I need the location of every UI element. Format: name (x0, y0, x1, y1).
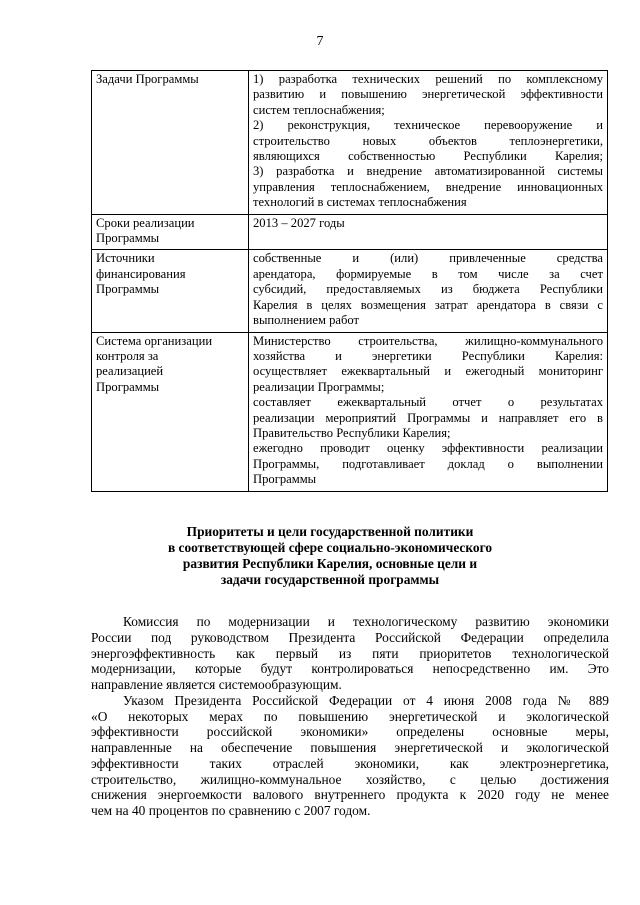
row-content-line: 2) реконструкция, техническое перевооружение и (253, 118, 603, 133)
row-label-line: Сроки реализации (96, 215, 195, 230)
row-label-line: Система организации (96, 333, 213, 348)
paragraph-line: снижения энергоемкости валового внутреннего продукта к 2020 году не менее (91, 787, 609, 803)
row-content-line: субсидий, предоставляемых из бюджета Республики (253, 282, 603, 297)
row-content-line: реализации мероприятий Программы и направляет его в (253, 410, 603, 425)
paragraph-line: «О некоторых мерах по повышению энергетической и экологической (91, 708, 609, 724)
row-content-line: Правительство Республики Карелия; (253, 425, 451, 440)
row-content-line: управления теплоснабжением, внедрение инновационных (253, 179, 603, 194)
row-content-line: осуществляет ежеквартальный и ежегодный мониторинг (253, 364, 603, 379)
body-text (91, 614, 609, 819)
row-label-line: контроля за (96, 348, 159, 363)
page-number: 7 (316, 34, 324, 49)
row-label-line: финансирования (96, 266, 186, 281)
row-label-line: Задачи Программы (96, 72, 199, 86)
paragraph-line: Указом Президента Российской Федерации от 4 июня 2008 года № 889 (123, 692, 609, 708)
paragraph-line: энергоэффективность как первый из пяти приоритетов технологической (91, 645, 609, 661)
section-heading (100, 524, 560, 588)
row-content-line: систем теплоснабжения; (253, 102, 385, 117)
row-content-line: являющихся собственностью Республики Карелия; (253, 149, 603, 164)
row-content-cell (249, 332, 608, 491)
row-content-line: Министерство строительства, жилищно-коммунального (253, 333, 603, 348)
row-label-line: Источники (96, 251, 155, 266)
row-content-line: Программы, подготавливает доклад о выполнении (253, 456, 603, 471)
row-label-cell (92, 71, 249, 215)
row-content-line: строительство новых объектов теплоэнергетики, (253, 133, 603, 148)
row-label-line: Программы (96, 379, 160, 394)
heading-line: развития Республики Карелия, основные цели и (182, 556, 478, 571)
paragraph-line: модернизации, которые будут контролироваться непосредственно им. Это (91, 661, 609, 677)
heading-line: задачи государственной программы (220, 572, 440, 587)
table-row (92, 332, 608, 491)
paragraph-line: Комиссия по модернизации и технологическому развитию экономики (123, 614, 609, 629)
paragraph-line: эффективности таких отраслей экономики, как электроэнергетика, (91, 755, 609, 771)
row-label-line: реализацией (96, 364, 164, 379)
paragraph-line: чем на 40 процентов по сравнению с 2007 годом. (91, 803, 371, 818)
row-content-cell (249, 250, 608, 332)
row-content-line: технологий в системах теплоснабжения (253, 195, 467, 210)
row-content-cell (249, 214, 608, 250)
row-label-cell (92, 250, 249, 332)
row-label-line: Программы (96, 282, 160, 297)
row-label-cell (92, 214, 249, 250)
program-passport-table (91, 70, 608, 492)
table-row (92, 214, 608, 250)
table-row (92, 250, 608, 332)
heading-line: Приоритеты и цели государственной политики (186, 524, 474, 539)
row-content-line: хозяйства и энергетики Республики Карелия: (253, 348, 603, 363)
row-content-line: выполнением работ (253, 313, 360, 328)
row-label-line: Программы (96, 231, 160, 246)
paragraph-line: России под руководством Президента Российской Федерации определила (91, 629, 609, 645)
paragraph-line: строительство, жилищно-коммунальное хозяйство, с целью достижения (91, 771, 609, 787)
program-table-body (92, 71, 608, 492)
row-content-line: 3) разработка и внедрение автоматизированной системы (253, 164, 603, 179)
row-content-line: составляет ежеквартальный отчет о результатах (253, 395, 603, 410)
row-content-line: реализации Программы; (253, 379, 385, 394)
row-content-line: Карелия в целях возмещения затрат арендатора в связи с (253, 297, 603, 312)
heading-line: в соответствующей сфере социально-экономического (167, 540, 493, 555)
paragraph-line: направление является системообразующим. (91, 677, 342, 692)
row-content-line: развитию и повышению энергетической эффективности (253, 87, 603, 102)
row-content-line: арендатора, формируемые в том числе за счет (253, 266, 603, 281)
row-content-line: ежегодно проводит оценку эффективности реализации (253, 441, 603, 456)
row-label-cell (92, 332, 249, 491)
row-content-line: 1) разработка технических решений по комплексному (253, 72, 603, 86)
paragraph-line: направленные на обеспечение повышения энергетической и экологической (91, 740, 609, 755)
table-row (92, 71, 608, 215)
row-content-cell (249, 71, 608, 215)
row-content-line: Программы (253, 472, 317, 487)
paragraph-line: эффективности российской экономики» определены основные меры, (91, 724, 609, 740)
row-content-line: собственные и (или) привлеченные средства (253, 251, 603, 266)
row-content-line: 2013 – 2027 годы (253, 215, 345, 230)
